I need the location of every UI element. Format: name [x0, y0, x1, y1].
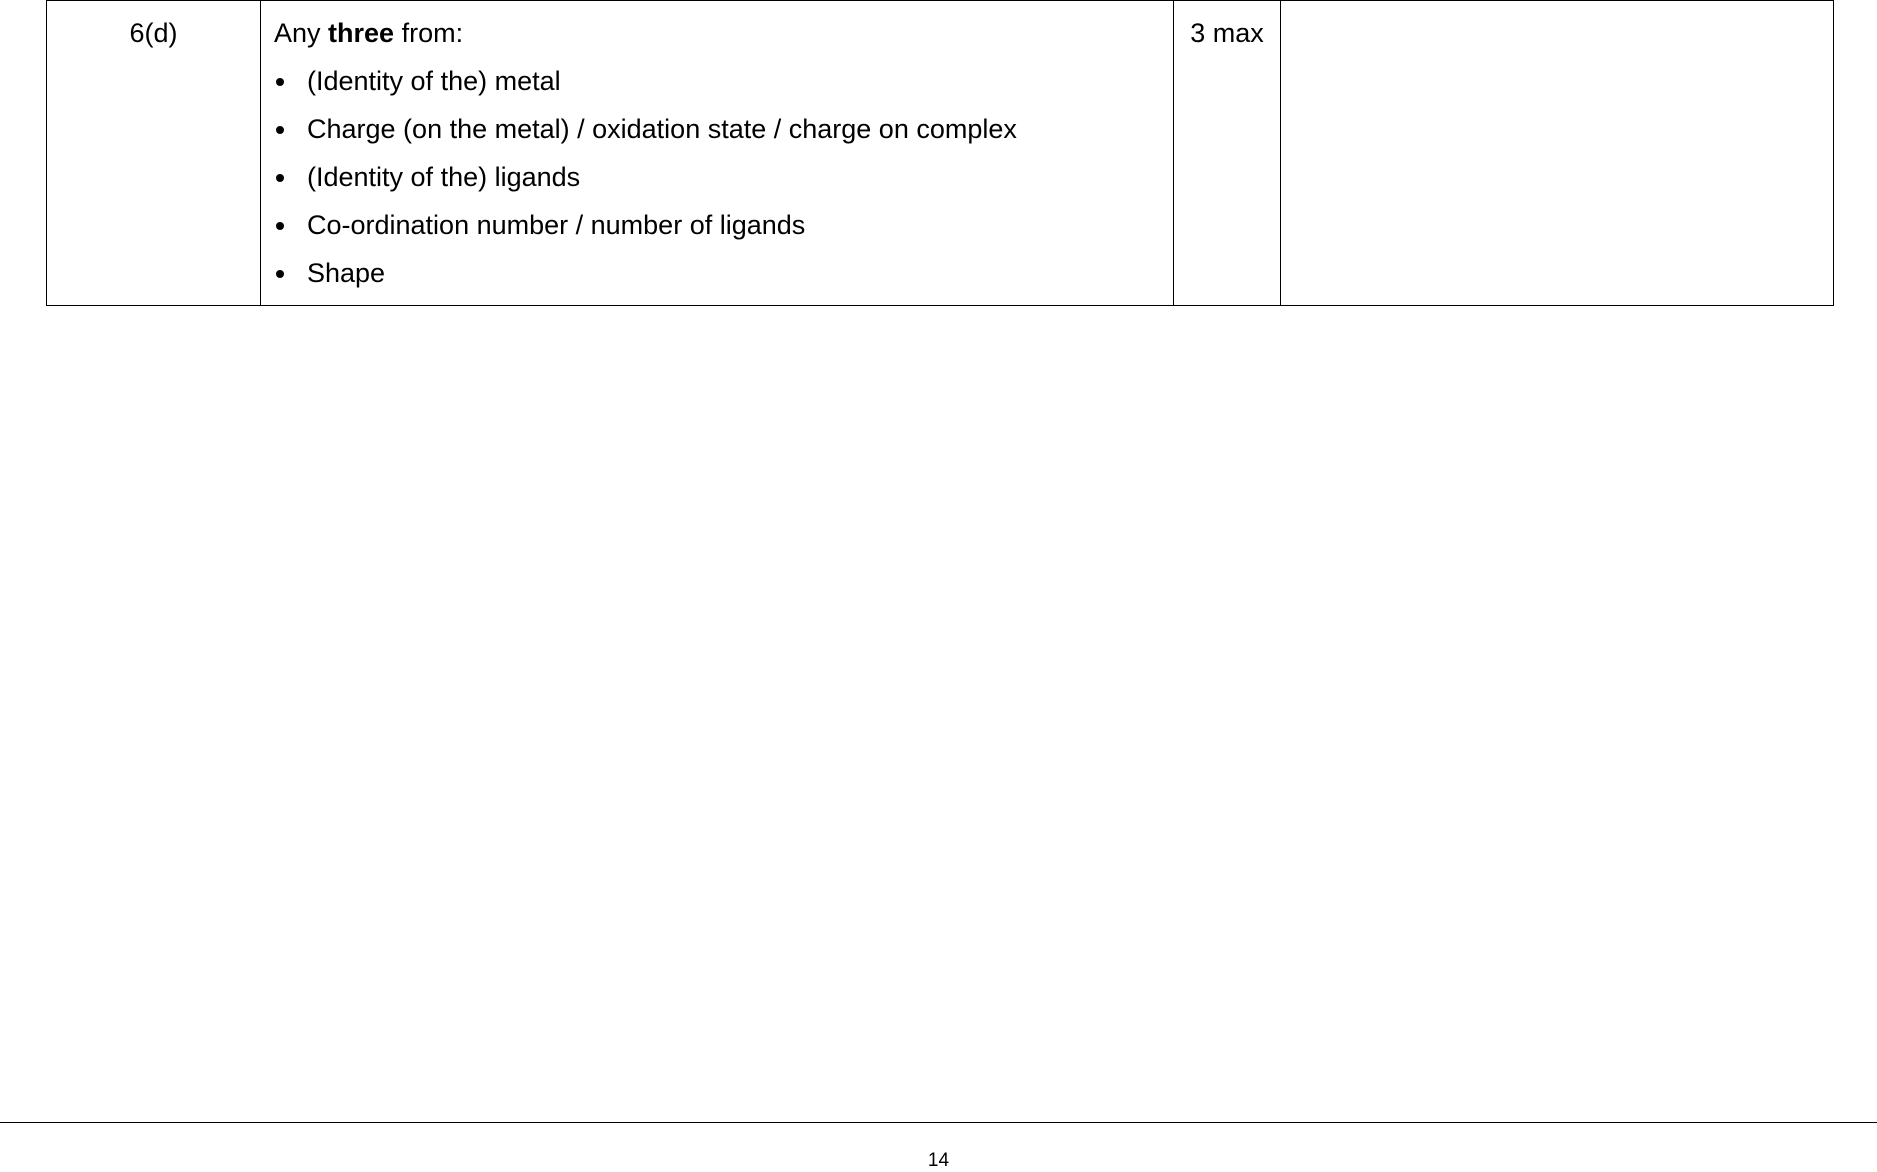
guidance-cell	[1281, 1, 1834, 306]
answer-point-text: Shape	[307, 258, 386, 288]
marks-cell	[1174, 1, 1281, 306]
answer-intro-suffix: from:	[401, 18, 464, 48]
bullet-icon	[276, 270, 284, 278]
mark-scheme-table	[46, 0, 1834, 306]
list-item	[274, 257, 1159, 289]
footer-divider	[0, 1122, 1877, 1123]
list-item	[274, 161, 1159, 193]
bullet-icon	[276, 222, 284, 230]
answer-cell	[261, 1, 1174, 306]
answer-point-text: Charge (on the metal) / oxidation state / charge on complex	[307, 114, 1017, 144]
bullet-icon	[276, 126, 284, 134]
list-item	[274, 209, 1159, 241]
page-number: 14	[927, 1150, 950, 1171]
bullet-icon	[276, 78, 284, 86]
question-number: 6(d)	[129, 18, 178, 48]
answer-point-text: (Identity of the) ligands	[307, 162, 581, 192]
bullet-icon	[276, 174, 284, 182]
answer-intro	[274, 17, 1159, 49]
list-item	[274, 65, 1159, 97]
marks-value: 3 max	[1190, 18, 1264, 48]
question-cell	[47, 1, 261, 306]
answer-intro-emphasis: three	[328, 18, 395, 48]
answer-points-list	[274, 65, 1159, 289]
answer-point-text: Co-ordination number / number of ligands	[307, 210, 806, 240]
table-row	[47, 1, 1834, 306]
answer-point-text: (Identity of the) metal	[307, 66, 561, 96]
answer-intro-prefix: Any	[274, 18, 321, 48]
list-item	[274, 113, 1159, 145]
